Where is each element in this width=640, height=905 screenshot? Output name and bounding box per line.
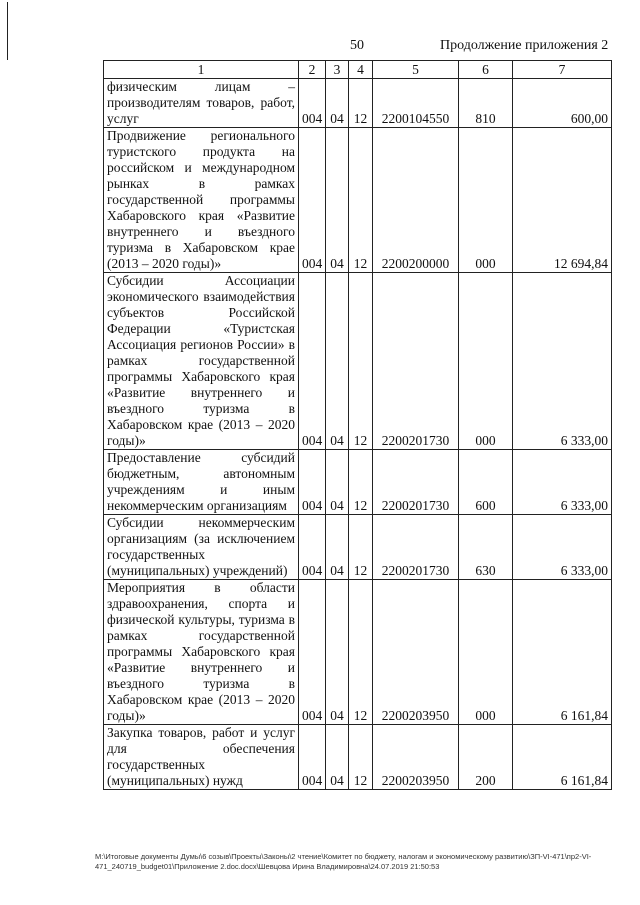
amount: 6 161,84 (513, 580, 612, 725)
subsection-code: 12 (349, 580, 373, 725)
target-article-code: 2200104550 (373, 79, 459, 128)
row-description: Закупка товаров, работ и услуг для обеспечения государственных (муниципальных) нужд (104, 725, 299, 790)
ministry-code: 004 (299, 79, 326, 128)
row-description: Предоставление субсидий бюджетным, автономным учреждениям и иным некоммерческим организациям (104, 450, 299, 515)
section-code: 04 (326, 273, 349, 450)
section-code: 04 (326, 725, 349, 790)
appendix-label: Продолжение приложения 2 (440, 38, 609, 53)
row-description: Продвижение регионального туристского продукта на российском и международном рынках в рамках государственной программы Хабаровского края «Развитие внутреннего и въездного туризма в Хабаровском крае (2013 – 2020 годы)» (104, 128, 299, 273)
expense-type-code: 000 (459, 273, 513, 450)
expense-type-code: 810 (459, 79, 513, 128)
ministry-code: 004 (299, 450, 326, 515)
column-header: 1 (104, 61, 299, 79)
column-header: 3 (326, 61, 349, 79)
section-code: 04 (326, 515, 349, 580)
column-number-row (104, 61, 612, 79)
section-code: 04 (326, 79, 349, 128)
document-path-footer: M:\Итоговые документы Думы\6 созыв\Проекты\Законы\2 чтение\Комитет по бюджету, налогам и экономическому развитию\ЗП-VI-471\пр2-VI-471_240719_budget01\Приложение 2.doc.docx\Шевцова Ирина Владимировна\24.07.2019 21:50:53 (95, 852, 592, 871)
table-row (104, 79, 612, 128)
section-code: 04 (326, 580, 349, 725)
section-code: 04 (326, 450, 349, 515)
row-description: Субсидии Ассоциации экономического взаимодействия субъектов Российской Федерации «Туристская Ассоциация регионов России» в рамках государственной программы Хабаровского края «Развитие внутреннего и въездного туризма в Хабаровском крае (2013 – 2020 годы)» (104, 273, 299, 450)
amount: 6 333,00 (513, 515, 612, 580)
ministry-code: 004 (299, 580, 326, 725)
row-description: физическим лицам – производителям товаров, работ, услуг (104, 79, 299, 128)
table-row (104, 128, 612, 273)
target-article-code: 2200203950 (373, 725, 459, 790)
subsection-code: 12 (349, 273, 373, 450)
column-header: 4 (349, 61, 373, 79)
expense-type-code: 600 (459, 450, 513, 515)
column-header: 5 (373, 61, 459, 79)
ministry-code: 004 (299, 128, 326, 273)
left-margin-line (7, 2, 8, 60)
amount: 12 694,84 (513, 128, 612, 273)
column-header: 7 (513, 61, 612, 79)
table-row (104, 273, 612, 450)
row-description: Субсидии некоммерческим организациям (за исключением государственных (муниципальных) учреждений) (104, 515, 299, 580)
row-description: Мероприятия в области здравоохранения, спорта и физической культуры, туризма в рамках государственной программы Хабаровского края «Развитие внутреннего и въездного туризма в Хабаровском крае (2013 – 2020 годы)» (104, 580, 299, 725)
amount: 6 333,00 (513, 450, 612, 515)
amount: 600,00 (513, 79, 612, 128)
expense-type-code: 200 (459, 725, 513, 790)
budget-table (103, 60, 612, 790)
target-article-code: 2200203950 (373, 580, 459, 725)
table-row (104, 515, 612, 580)
subsection-code: 12 (349, 79, 373, 128)
expense-type-code: 000 (459, 128, 513, 273)
subsection-code: 12 (349, 450, 373, 515)
target-article-code: 2200201730 (373, 450, 459, 515)
column-header: 2 (299, 61, 326, 79)
table-row (104, 450, 612, 515)
expense-type-code: 000 (459, 580, 513, 725)
ministry-code: 004 (299, 725, 326, 790)
subsection-code: 12 (349, 128, 373, 273)
subsection-code: 12 (349, 725, 373, 790)
target-article-code: 2200201730 (373, 273, 459, 450)
table-row (104, 725, 612, 790)
amount: 6 333,00 (513, 273, 612, 450)
table-row (104, 580, 612, 725)
subsection-code: 12 (349, 515, 373, 580)
ministry-code: 004 (299, 273, 326, 450)
column-header: 6 (459, 61, 513, 79)
amount: 6 161,84 (513, 725, 612, 790)
page-number: 50 (350, 38, 364, 53)
target-article-code: 2200201730 (373, 515, 459, 580)
expense-type-code: 630 (459, 515, 513, 580)
target-article-code: 2200200000 (373, 128, 459, 273)
ministry-code: 004 (299, 515, 326, 580)
section-code: 04 (326, 128, 349, 273)
